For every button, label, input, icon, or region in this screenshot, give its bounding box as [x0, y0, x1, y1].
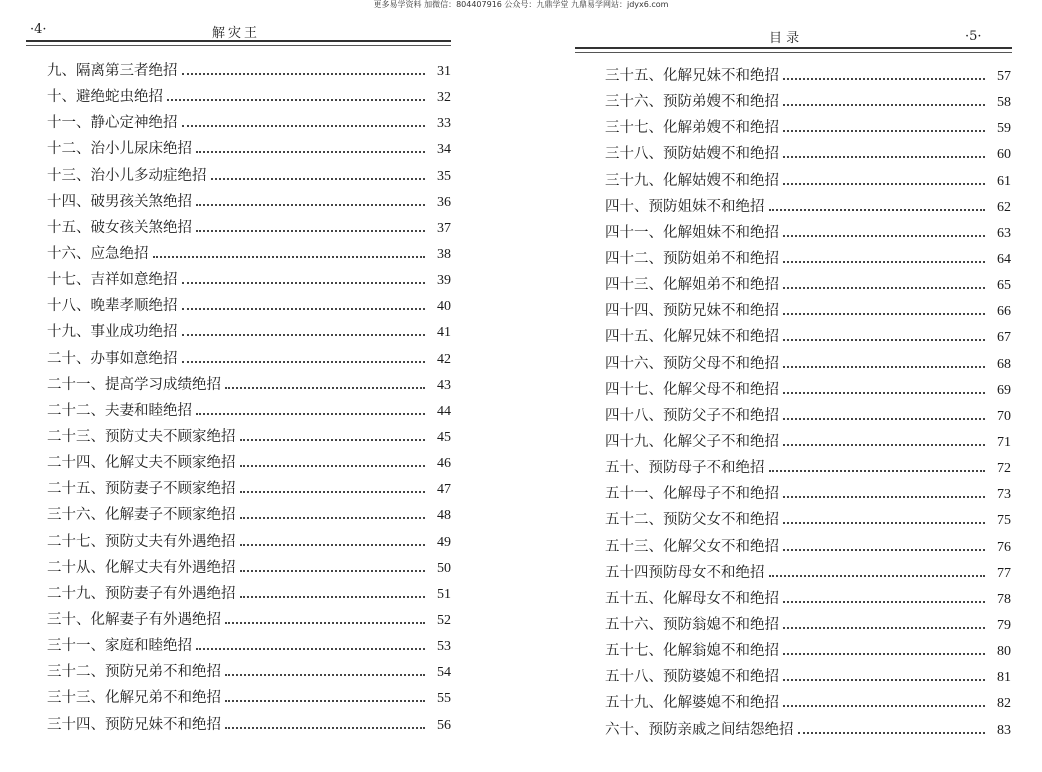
toc-entry-title: 三十三、化解兄弟不和绝招 — [47, 690, 221, 707]
toc-entry — [605, 89, 1011, 115]
toc-entry — [605, 481, 1011, 507]
toc-entry-page: 47 — [437, 482, 451, 498]
toc-entry-title: 四十四、预防兄妹不和绝招 — [605, 303, 779, 320]
toc-entry-title: 三十一、家庭和睦绝招 — [47, 638, 192, 655]
toc-entry — [47, 163, 451, 189]
toc-entry — [605, 115, 1011, 141]
toc-entry-page: 61 — [997, 173, 1011, 189]
toc-leader-dots — [783, 392, 985, 394]
toc-entry — [47, 346, 451, 372]
toc-entry-title: 三十六、化解妻子不顾家绝招 — [47, 507, 236, 524]
toc-leader-dots — [240, 465, 426, 467]
toc-entry-page: 46 — [437, 456, 451, 472]
toc-entry — [605, 141, 1011, 167]
right-running-title: 目 录 — [769, 31, 800, 46]
toc-leader-dots — [182, 125, 426, 127]
toc-entry — [605, 586, 1011, 612]
toc-entry-page: 80 — [997, 644, 1011, 660]
toc-leader-dots — [240, 439, 426, 441]
toc-entry-page: 73 — [997, 487, 1011, 503]
toc-entry-page: 35 — [437, 168, 451, 184]
toc-leader-dots — [783, 339, 985, 341]
toc-leader-dots — [196, 230, 425, 232]
toc-entry — [47, 424, 451, 450]
toc-entry — [47, 685, 451, 711]
toc-leader-dots — [783, 287, 985, 289]
toc-leader-dots — [225, 674, 425, 676]
toc-entry-title: 五十、预防母子不和绝招 — [605, 460, 765, 477]
toc-entry-title: 十五、破女孩关煞绝招 — [47, 219, 192, 236]
toc-entry-title: 三十九、化解姑嫂不和绝招 — [605, 172, 779, 189]
toc-leader-dots — [783, 653, 985, 655]
toc-entry-title: 五十三、化解父女不和绝招 — [605, 538, 779, 555]
toc-entry — [47, 319, 451, 345]
toc-entry — [605, 717, 1011, 743]
toc-entry-title: 五十四预防母女不和绝招 — [605, 564, 765, 581]
toc-entry — [47, 136, 451, 162]
toc-leader-dots — [783, 156, 985, 158]
toc-entry — [605, 507, 1011, 533]
toc-entry-page: 48 — [437, 508, 451, 524]
toc-entry-title: 三十八、预防姑嫂不和绝招 — [605, 146, 779, 163]
toc-entry-page: 34 — [437, 142, 451, 158]
toc-entry-page: 72 — [997, 461, 1011, 477]
toc-entry — [47, 372, 451, 398]
toc-leader-dots — [196, 648, 425, 650]
toc-leader-dots — [182, 308, 426, 310]
toc-entry-page: 43 — [437, 377, 451, 393]
toc-leader-dots — [783, 183, 985, 185]
toc-entry-title: 二十三、预防丈夫不顾家绝招 — [47, 428, 236, 445]
toc-leader-dots — [783, 104, 985, 106]
toc-entry — [47, 293, 451, 319]
toc-entry — [605, 220, 1011, 246]
toc-leader-dots — [783, 549, 985, 551]
toc-entry-title: 二十从、化解丈夫有外遇绝招 — [47, 559, 236, 576]
toc-leader-dots — [783, 627, 985, 629]
toc-entry-page: 53 — [437, 639, 451, 655]
toc-leader-dots — [240, 570, 426, 572]
toc-leader-dots — [783, 235, 985, 237]
toc-entry-page: 63 — [997, 225, 1011, 241]
toc-leader-dots — [196, 151, 425, 153]
toc-entry-title: 十四、破男孩关煞绝招 — [47, 193, 192, 210]
toc-entry — [47, 555, 451, 581]
toc-leader-dots — [225, 387, 425, 389]
left-page-number: ·4· — [30, 22, 47, 37]
toc-entry — [605, 403, 1011, 429]
toc-entry — [47, 450, 451, 476]
toc-entry-title: 三十五、化解兄妹不和绝招 — [605, 68, 779, 84]
toc-entry-title: 四十九、化解父子不和绝招 — [605, 433, 779, 450]
toc-entry-page: 82 — [997, 696, 1011, 712]
right-page — [521, 0, 1042, 772]
toc-leader-dots — [783, 496, 985, 498]
toc-entry-title: 三十、化解妻子有外遇绝招 — [47, 611, 221, 628]
toc-entry-page: 45 — [437, 429, 451, 445]
toc-entry-page: 52 — [437, 612, 451, 628]
right-toc-list — [605, 63, 1011, 743]
toc-leader-dots — [783, 313, 985, 315]
toc-entry-title: 十六、应急绝招 — [47, 245, 149, 262]
right-header-rule-thin — [575, 52, 1012, 53]
toc-entry-title: 二十一、提高学习成绩绝招 — [47, 376, 221, 393]
toc-leader-dots — [769, 575, 986, 577]
toc-entry-title: 五十二、预防父女不和绝招 — [605, 512, 779, 529]
toc-entry — [605, 560, 1011, 586]
left-running-title: 解灾王 — [212, 26, 261, 41]
toc-entry — [605, 612, 1011, 638]
toc-leader-dots — [225, 700, 425, 702]
toc-entry-title: 五十八、预防婆媳不和绝招 — [605, 669, 779, 686]
toc-entry-page: 64 — [997, 251, 1011, 267]
toc-entry-title: 四十六、预防父母不和绝招 — [605, 355, 779, 372]
toc-leader-dots — [240, 517, 426, 519]
toc-entry-title: 四十三、化解姐弟不和绝招 — [605, 277, 779, 294]
toc-entry-page: 36 — [437, 194, 451, 210]
toc-leader-dots — [798, 732, 986, 734]
toc-entry-title: 四十七、化解父母不和绝招 — [605, 381, 779, 398]
toc-leader-dots — [225, 727, 425, 729]
toc-entry — [47, 502, 451, 528]
toc-leader-dots — [783, 705, 985, 707]
toc-entry-title: 五十七、化解翁媳不和绝招 — [605, 643, 779, 660]
toc-entry-page: 83 — [997, 722, 1011, 738]
toc-leader-dots — [783, 261, 985, 263]
toc-entry — [605, 351, 1011, 377]
toc-entry-title: 十三、治小儿多动症绝招 — [47, 167, 207, 184]
toc-entry-page: 71 — [997, 434, 1011, 450]
toc-entry-page: 75 — [997, 513, 1011, 529]
toc-entry-title: 十八、晚辈孝顺绝招 — [47, 298, 178, 315]
toc-entry — [605, 246, 1011, 272]
watermark-text: 更多易学资料 加微信：804407916 公众号：九鼎学堂 九鼎易学网站：jdyx6.com — [373, 0, 669, 9]
toc-entry — [47, 476, 451, 502]
toc-entry-page: 78 — [997, 591, 1011, 607]
toc-entry-page: 57 — [997, 69, 1011, 84]
toc-entry — [47, 58, 451, 84]
toc-entry-title: 十、避绝蛇虫绝招 — [47, 89, 163, 106]
toc-entry-title: 三十六、预防弟嫂不和绝招 — [605, 94, 779, 111]
toc-entry-title: 十一、静心定神绝招 — [47, 115, 178, 132]
toc-entry-title: 五十五、化解母女不和绝招 — [605, 590, 779, 607]
left-header-rule — [26, 40, 451, 42]
toc-entry — [47, 84, 451, 110]
toc-leader-dots — [196, 413, 425, 415]
toc-leader-dots — [240, 544, 426, 546]
toc-leader-dots — [783, 366, 985, 368]
toc-entry-page: 81 — [997, 670, 1011, 686]
toc-leader-dots — [783, 78, 985, 80]
toc-entry-title: 十九、事业成功绝招 — [47, 324, 178, 341]
toc-entry-title: 二十五、预防妻子不顾家绝招 — [47, 481, 236, 498]
toc-entry — [47, 607, 451, 633]
toc-entry-title: 五十六、预防翁媳不和绝招 — [605, 616, 779, 633]
toc-entry-page: 77 — [997, 565, 1011, 581]
toc-entry-title: 三十七、化解弟嫂不和绝招 — [605, 120, 779, 137]
toc-entry-title: 四十八、预防父子不和绝招 — [605, 407, 779, 424]
toc-entry — [605, 63, 1011, 89]
toc-entry-page: 65 — [997, 278, 1011, 294]
toc-entry-page: 58 — [997, 95, 1011, 111]
toc-leader-dots — [783, 444, 985, 446]
toc-leader-dots — [783, 130, 985, 132]
toc-entry-page: 70 — [997, 408, 1011, 424]
toc-entry-title: 二十九、预防妻子有外遇绝招 — [47, 585, 236, 602]
toc-entry — [47, 267, 451, 293]
toc-entry-title: 九、隔离第三者绝招 — [47, 63, 178, 79]
toc-leader-dots — [783, 601, 985, 603]
toc-leader-dots — [182, 334, 426, 336]
toc-entry-title: 四十二、预防姐弟不和绝招 — [605, 250, 779, 267]
toc-entry-title: 五十九、化解婆媳不和绝招 — [605, 695, 779, 712]
toc-entry-title: 四十、预防姐妹不和绝招 — [605, 198, 765, 215]
toc-leader-dots — [769, 470, 986, 472]
toc-leader-dots — [167, 99, 425, 101]
toc-entry — [47, 189, 451, 215]
toc-entry-page: 69 — [997, 382, 1011, 398]
toc-entry-page: 32 — [437, 90, 451, 106]
toc-entry — [605, 194, 1011, 220]
toc-entry — [47, 215, 451, 241]
toc-leader-dots — [769, 209, 986, 211]
toc-entry — [47, 110, 451, 136]
toc-entry — [605, 324, 1011, 350]
toc-leader-dots — [783, 418, 985, 420]
toc-leader-dots — [182, 73, 426, 75]
right-page-number: ·5· — [965, 29, 982, 44]
toc-entry — [605, 534, 1011, 560]
toc-entry-page: 37 — [437, 220, 451, 236]
toc-entry-page: 66 — [997, 304, 1011, 320]
toc-entry — [605, 664, 1011, 690]
toc-entry-title: 三十四、预防兄妹不和绝招 — [47, 716, 221, 733]
right-header-rule — [575, 47, 1012, 49]
toc-entry-page: 79 — [997, 617, 1011, 633]
toc-entry-page: 67 — [997, 330, 1011, 346]
toc-entry-page: 49 — [437, 534, 451, 550]
toc-leader-dots — [211, 178, 426, 180]
toc-entry-page: 76 — [997, 539, 1011, 555]
toc-entry — [47, 712, 451, 738]
toc-entry-page: 41 — [437, 325, 451, 341]
toc-entry-page: 38 — [437, 246, 451, 262]
toc-entry — [605, 429, 1011, 455]
left-header-rule-thin — [26, 45, 451, 46]
toc-entry-title: 二十二、夫妻和睦绝招 — [47, 402, 192, 419]
toc-entry — [605, 272, 1011, 298]
toc-leader-dots — [182, 361, 426, 363]
toc-leader-dots — [240, 491, 426, 493]
toc-entry-title: 二十七、预防丈夫有外遇绝招 — [47, 533, 236, 550]
toc-entry-page: 68 — [997, 356, 1011, 372]
toc-entry — [47, 241, 451, 267]
toc-leader-dots — [196, 204, 425, 206]
toc-entry-page: 31 — [437, 64, 451, 79]
toc-entry-page: 33 — [437, 116, 451, 132]
toc-entry-page: 55 — [437, 691, 451, 707]
toc-leader-dots — [240, 596, 426, 598]
toc-leader-dots — [182, 282, 426, 284]
toc-entry — [605, 377, 1011, 403]
toc-entry-title: 十二、治小儿尿床绝招 — [47, 141, 192, 158]
toc-entry-title: 二十、办事如意绝招 — [47, 350, 178, 367]
toc-entry — [605, 690, 1011, 716]
toc-entry-title: 六十、预防亲戚之间结怨绝招 — [605, 721, 794, 738]
left-toc-list — [47, 58, 451, 738]
toc-entry-page: 56 — [437, 717, 451, 733]
toc-entry — [605, 638, 1011, 664]
toc-entry-page: 44 — [437, 403, 451, 419]
toc-entry-page: 60 — [997, 147, 1011, 163]
toc-entry — [47, 529, 451, 555]
toc-entry-title: 五十一、化解母子不和绝招 — [605, 486, 779, 503]
toc-entry-title: 二十四、化解丈夫不顾家绝招 — [47, 455, 236, 472]
toc-leader-dots — [783, 522, 985, 524]
toc-entry — [47, 581, 451, 607]
toc-entry-page: 62 — [997, 199, 1011, 215]
toc-leader-dots — [153, 256, 426, 258]
toc-entry-page: 51 — [437, 586, 451, 602]
toc-entry-page: 39 — [437, 273, 451, 289]
toc-entry — [605, 455, 1011, 481]
toc-entry-title: 四十一、化解姐妹不和绝招 — [605, 224, 779, 241]
toc-entry — [605, 168, 1011, 194]
toc-entry-page: 50 — [437, 560, 451, 576]
toc-entry-page: 59 — [997, 121, 1011, 137]
toc-entry — [605, 298, 1011, 324]
toc-entry-page: 40 — [437, 299, 451, 315]
toc-entry — [47, 633, 451, 659]
toc-entry-title: 十七、吉祥如意绝招 — [47, 272, 178, 289]
toc-entry-title: 三十二、预防兄弟不和绝招 — [47, 664, 221, 681]
toc-entry-page: 54 — [437, 665, 451, 681]
toc-entry — [47, 659, 451, 685]
toc-leader-dots — [783, 679, 985, 681]
toc-entry-page: 42 — [437, 351, 451, 367]
toc-entry — [47, 398, 451, 424]
toc-leader-dots — [225, 622, 425, 624]
toc-entry-title: 四十五、化解兄妹不和绝招 — [605, 329, 779, 346]
